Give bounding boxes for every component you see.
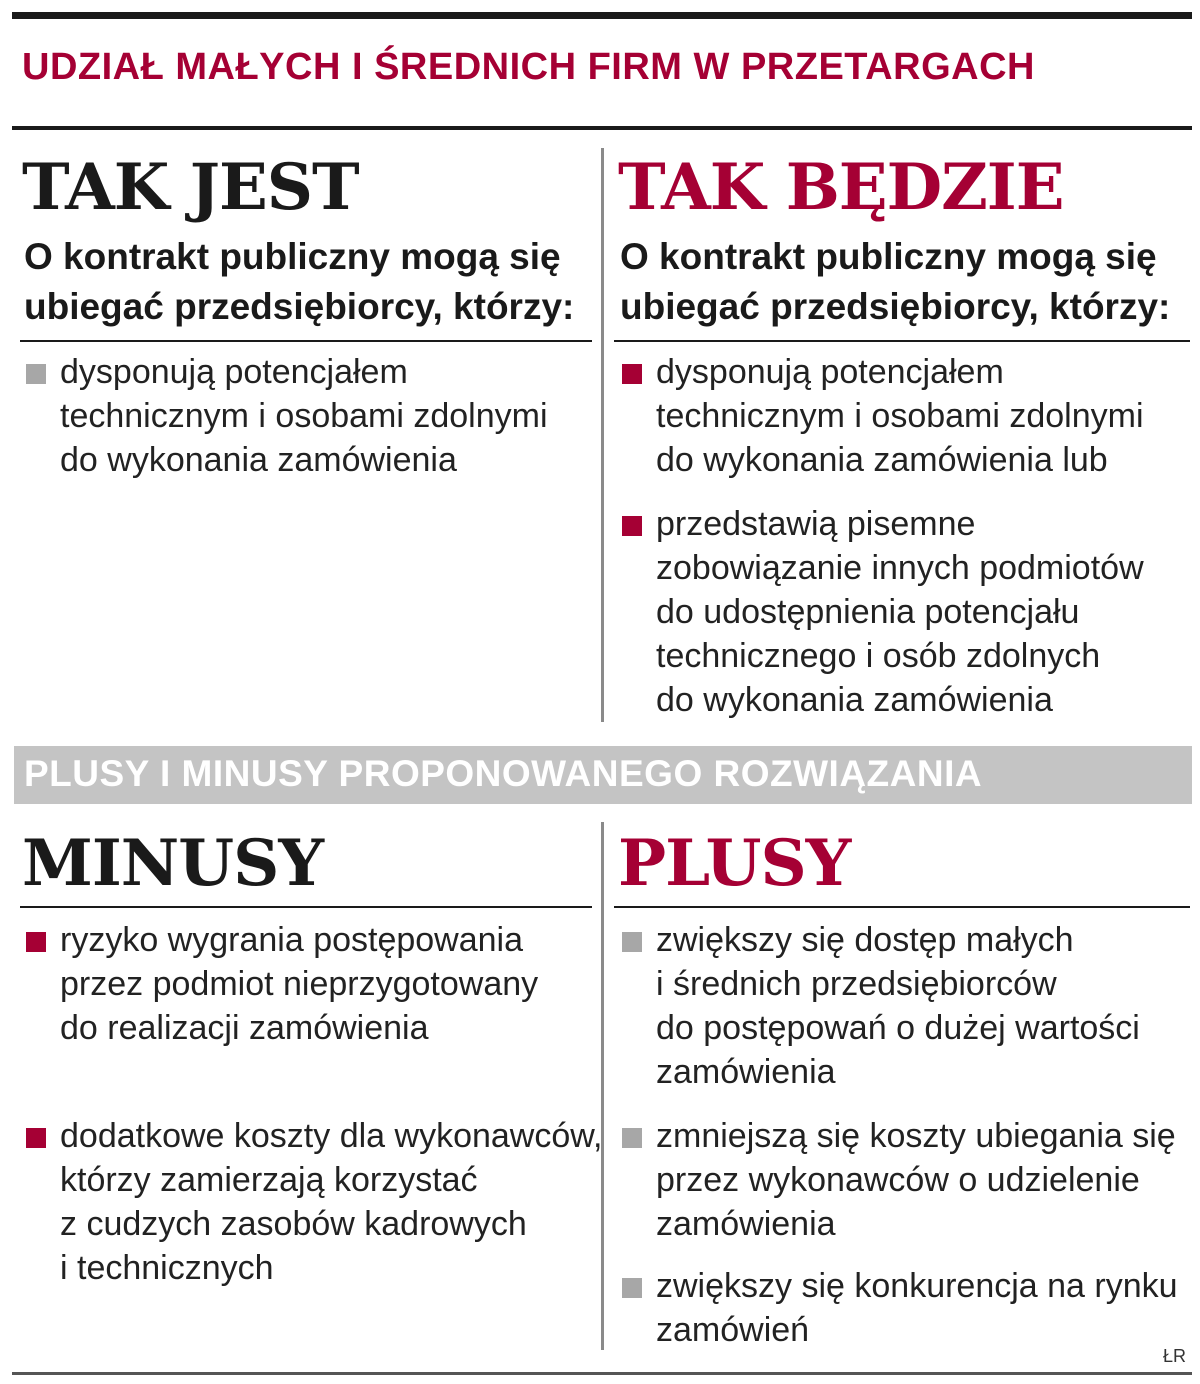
red-square-bullet-icon xyxy=(622,364,642,384)
left-bottom-item-2-line-1: dodatkowe koszty dla wykonawców, xyxy=(60,1117,603,1155)
right-subtitle-line-2: ubiegać przedsiębiorcy, którzy: xyxy=(620,286,1171,327)
right-top-item-2-line-4: technicznego i osób zdolnych xyxy=(656,637,1101,675)
left-bottom-item-1-line-3: do realizacji zamówienia xyxy=(60,1009,429,1047)
left-bottom-item-2-line-4: i technicznych xyxy=(60,1249,274,1287)
left-subtitle-line-2: ubiegać przedsiębiorcy, którzy: xyxy=(24,286,575,327)
author-credit: ŁR xyxy=(1162,1346,1186,1366)
gray-square-bullet-icon xyxy=(622,932,642,952)
right-top-item-2-line-1: przedstawią pisemne xyxy=(656,505,976,543)
left-bottom-item-2-line-3: z cudzych zasobów kadrowych xyxy=(60,1205,527,1243)
left-bottom-item-1-line-2: przez podmiot nieprzygotowany xyxy=(60,965,539,1003)
right-top-item-1-line-3: do wykonania zamówienia lub xyxy=(656,441,1108,479)
right-bottom-item-1-line-4: zamówienia xyxy=(656,1053,836,1091)
right-bottom-item-2-line-3: zamówienia xyxy=(656,1205,836,1243)
right-bottom-item-3-line-1: zwiększy się konkurencja na rynku xyxy=(656,1267,1178,1305)
heading-plusy: PLUSY xyxy=(618,826,851,901)
right-bottom-item-1-line-2: i średnich przedsiębiorców xyxy=(656,965,1057,1003)
red-square-bullet-icon xyxy=(26,932,46,952)
heading-minusy: MINUSY xyxy=(22,826,323,901)
left-top-item-1-line-1: dysponują potencjałem xyxy=(60,353,408,391)
column-divider-bottom xyxy=(601,822,604,1350)
right-bottom-item-3-line-2: zamówień xyxy=(656,1311,810,1349)
right-top-item-2-line-3: do udostępnienia potencjału xyxy=(656,593,1080,631)
left-top-rule xyxy=(20,340,592,342)
right-bottom-item-1-line-1: zwiększy się dostęp małych xyxy=(656,921,1074,959)
red-square-bullet-icon xyxy=(26,1128,46,1148)
red-square-bullet-icon xyxy=(622,516,642,536)
left-top-item-1-line-2: technicznym i osobami zdolnymi xyxy=(60,397,548,435)
right-top-item-2-line-5: do wykonania zamówienia xyxy=(656,681,1053,719)
gray-square-bullet-icon xyxy=(622,1278,642,1298)
heading-tak-bedzie: TAK BĘDZIE xyxy=(618,150,1064,225)
left-bottom-item-2-line-2: którzy zamierzają korzystać xyxy=(60,1161,478,1199)
right-bottom-rule xyxy=(614,906,1190,908)
gray-square-bullet-icon xyxy=(622,1128,642,1148)
bottom-rule xyxy=(12,1372,1192,1375)
right-bottom-item-2-line-1: zmniejszą się koszty ubiegania się xyxy=(656,1117,1176,1155)
right-top-item-2-line-2: zobowiązanie innych podmiotów xyxy=(656,549,1144,587)
section-band-title: PLUSY I MINUSY PROPONOWANEGO ROZWIĄZANIA xyxy=(24,753,983,794)
page-title: UDZIAŁ MAŁYCH I ŚREDNICH FIRM W PRZETARGACH xyxy=(22,46,1035,88)
left-top-item-1-line-3: do wykonania zamówienia xyxy=(60,441,457,479)
right-bottom-item-1-line-3: do postępowań o dużej wartości xyxy=(656,1009,1140,1047)
left-bottom-item-1-line-1: ryzyko wygrania postępowania xyxy=(60,921,524,959)
title-rule xyxy=(12,126,1192,130)
heading-tak-jest: TAK JEST xyxy=(22,150,359,225)
column-divider-top xyxy=(601,148,604,722)
top-rule xyxy=(12,12,1192,19)
left-bottom-rule xyxy=(20,906,592,908)
gray-square-bullet-icon xyxy=(26,364,46,384)
right-top-rule xyxy=(614,340,1190,342)
right-top-item-1-line-1: dysponują potencjałem xyxy=(656,353,1004,391)
right-subtitle-line-1: O kontrakt publiczny mogą się xyxy=(620,236,1157,277)
right-bottom-item-2-line-2: przez wykonawców o udzielenie xyxy=(656,1161,1140,1199)
right-top-item-1-line-2: technicznym i osobami zdolnymi xyxy=(656,397,1144,435)
left-subtitle-line-1: O kontrakt publiczny mogą się xyxy=(24,236,561,277)
